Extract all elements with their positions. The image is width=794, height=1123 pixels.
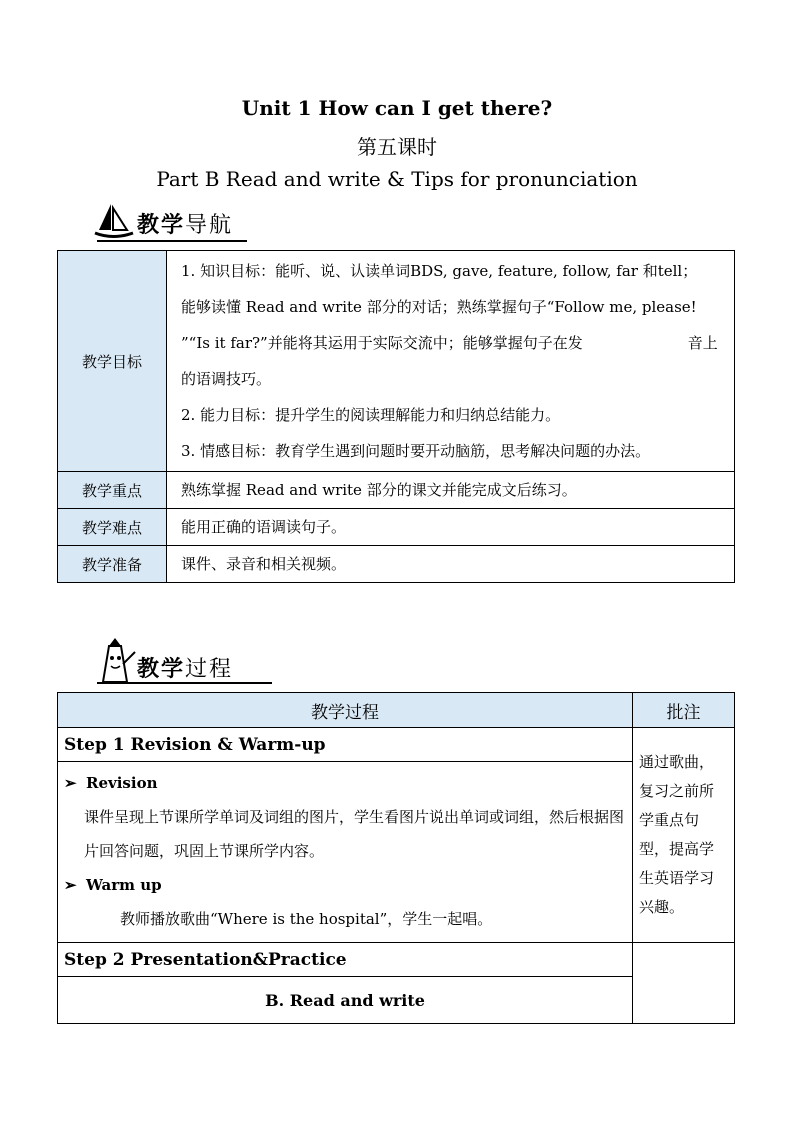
row-value: 能用正确的语调读句子。	[167, 509, 735, 546]
row-label: 教学重点	[58, 472, 167, 509]
lesson-part: Part B Read and write & Tips for pronunciation	[156, 167, 638, 191]
objective-emotion: 3. 情感目标：教育学生遇到问题时要开动脑筋，思考解决问题的办法。	[181, 442, 651, 460]
row-label: 教学难点	[58, 509, 167, 546]
banner-label: 教学过程	[137, 657, 234, 682]
banner-teaching-process	[93, 638, 293, 684]
banner-underline	[97, 240, 247, 242]
objectives-content	[167, 251, 780, 472]
row-label: 教学目标	[58, 251, 167, 472]
pencil-mascot-icon	[93, 638, 137, 684]
objective-ability: 2. 能力目标：提升学生的阅读理解能力和归纳总结能力。	[181, 406, 561, 424]
row-label: 教学准备	[58, 546, 167, 583]
objective-knowledge: 1. 知识目标：能听、说、认读单词BDS, gave, feature, follow, far 和tell； 能够读懂 Read and write 部分的对话；熟练掌握句子“Follow me, please! ”“Is it far?”并能将其运用于实际交流中；能够掌握句子在发 音上的语调技巧。	[181, 262, 780, 388]
table-row	[58, 472, 735, 509]
step2-note	[633, 943, 735, 1024]
lesson-number: 第五课时	[357, 135, 437, 159]
table-row	[58, 509, 735, 546]
warmup-text: 教师播放歌曲“Where is the hospital”，学生一起唱。	[120, 910, 493, 928]
banner-underline	[97, 682, 272, 684]
arrow-bullet-icon: ➢	[64, 774, 77, 792]
table-row	[58, 546, 735, 583]
row-value: 课件、录音和相关视频。	[167, 546, 735, 583]
step1-title: Step 1 Revision & Warm-up	[58, 728, 633, 762]
table-header-row	[58, 693, 735, 728]
arrow-bullet-icon: ➢	[64, 876, 77, 894]
sailboat-icon	[93, 200, 137, 242]
banner-teaching-guide	[93, 200, 293, 246]
process-table	[57, 692, 735, 1024]
step1-note: 通过歌曲，复习之前所学重点句型，提高学生英语学习兴趣。	[633, 728, 735, 943]
document-title: Unit 1 How can I get there?	[241, 96, 553, 120]
warmup-label: Warm up	[86, 876, 162, 894]
revision-text: 课件呈现上节课所学单词及词组的图片，学生看图片说出单词或词组，然后根据图片回答问题，巩固上节课所学内容。	[84, 808, 625, 860]
banner-label: 教学导航	[137, 213, 234, 238]
step2-section-title: B. Read and write	[58, 977, 633, 1024]
table-row	[58, 943, 735, 977]
table-row	[58, 251, 735, 472]
column-header-process: 教学过程	[58, 693, 633, 728]
objectives-table	[57, 250, 780, 583]
revision-label: Revision	[86, 774, 158, 792]
table-row	[58, 728, 735, 762]
column-header-notes: 批注	[633, 693, 735, 728]
row-value: 熟练掌握 Read and write 部分的课文并能完成文后练习。	[167, 472, 735, 509]
step1-body	[58, 762, 633, 943]
step2-title: Step 2 Presentation&Practice	[58, 943, 633, 977]
